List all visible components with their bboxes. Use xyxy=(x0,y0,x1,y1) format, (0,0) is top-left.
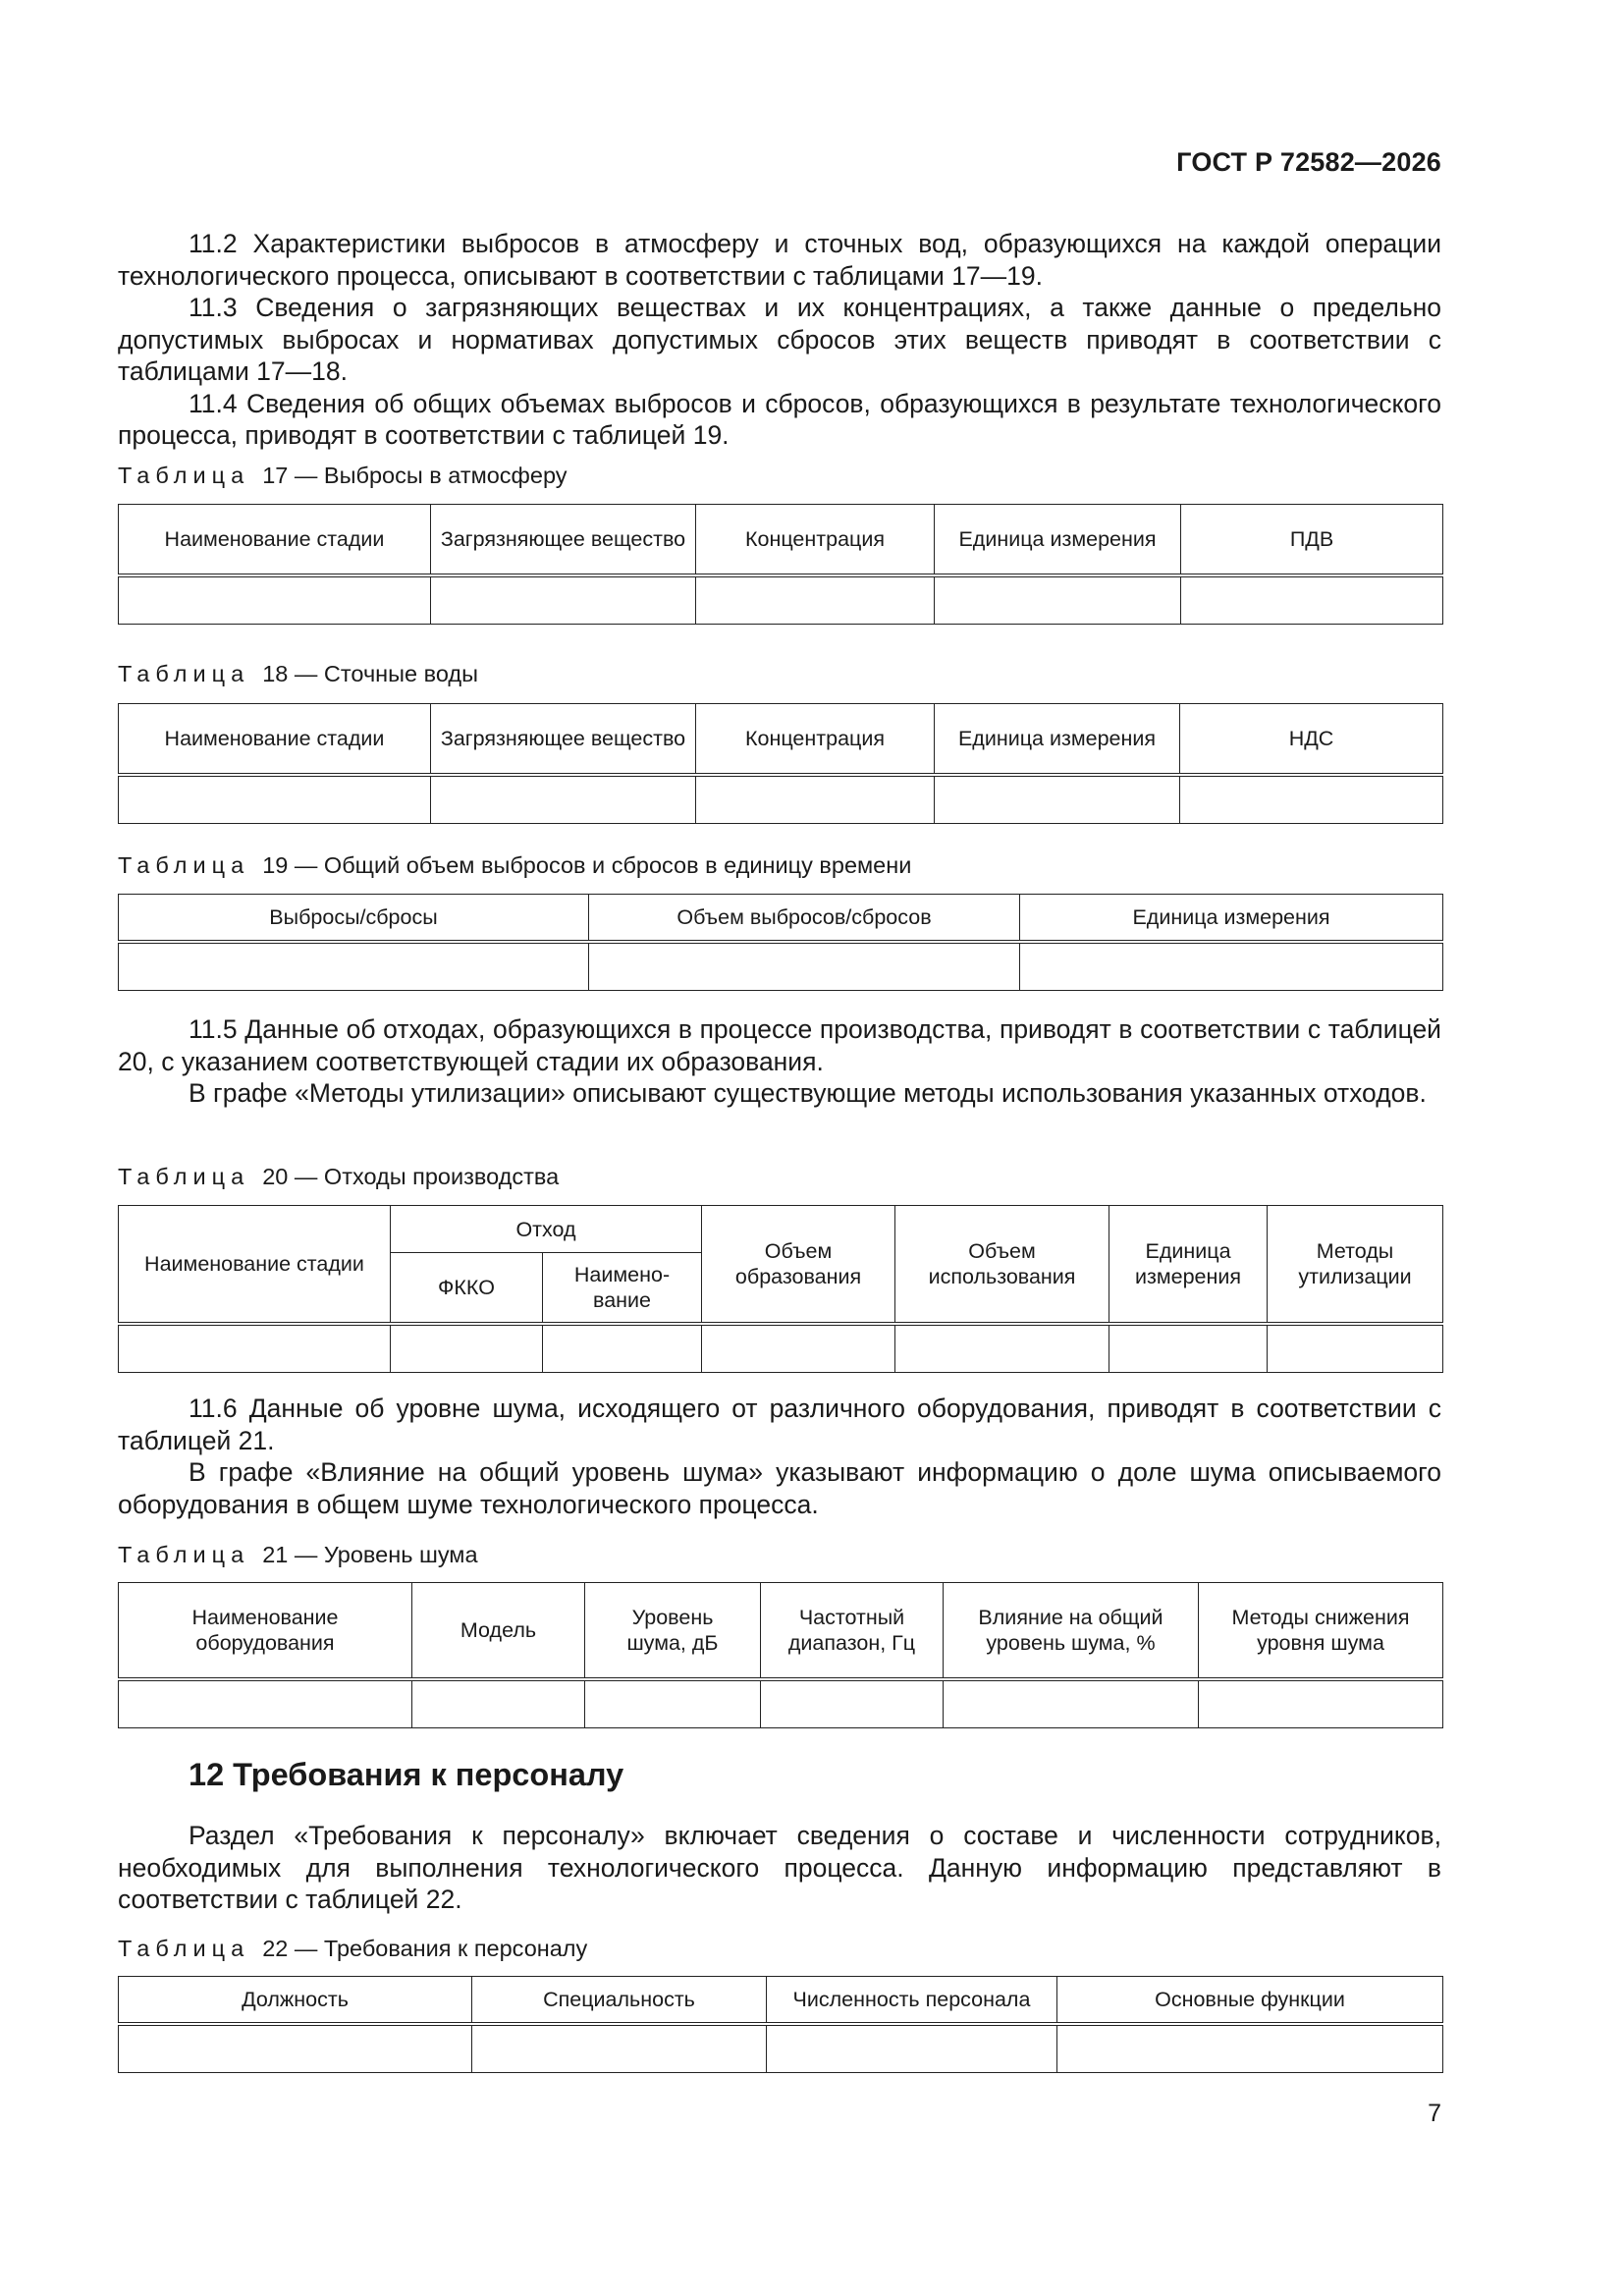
table-header-row xyxy=(119,1206,1443,1253)
header-cell: Методы снижения уровня шума xyxy=(1199,1583,1443,1679)
paragraphs-11-6 xyxy=(118,1393,1441,1520)
table-cell xyxy=(119,775,431,824)
header-cell: Загрязняющее вещество xyxy=(431,505,696,575)
table-cell xyxy=(696,775,935,824)
table-header-row xyxy=(119,1977,1443,2024)
table-row xyxy=(119,1679,1443,1728)
table-cell xyxy=(702,1324,895,1373)
table-cell xyxy=(696,575,935,625)
table-20-caption: Таблица 20 — Отходы производства xyxy=(118,1164,560,1189)
header-cell: Концентрация xyxy=(696,704,935,775)
table-cell xyxy=(543,1324,702,1373)
paragraphs-11-2-to-11-4 xyxy=(118,228,1441,452)
table-cell xyxy=(1109,1324,1268,1373)
header-cell: Частотный диапазон, Гц xyxy=(761,1583,944,1679)
header-cell: Уровень шума, дБ xyxy=(585,1583,761,1679)
table-cell xyxy=(412,1679,585,1728)
header-cell: Основные функции xyxy=(1057,1977,1443,2024)
table-cell xyxy=(391,1324,543,1373)
header-cell: Единица измерения xyxy=(1109,1206,1268,1324)
table-cell xyxy=(944,1679,1199,1728)
header-cell: ПДВ xyxy=(1181,505,1443,575)
table-row xyxy=(119,942,1443,991)
section-12-heading: 12 Требования к персоналу xyxy=(189,1757,624,1792)
header-cell: Наименование стадии xyxy=(119,505,431,575)
header-cell: Единица измерения xyxy=(1020,895,1443,942)
header-cell: Методы утилизации xyxy=(1268,1206,1443,1324)
header-cell: Численность персонала xyxy=(767,1977,1057,2024)
header-cell: Отход xyxy=(391,1206,702,1253)
header-cell: Специальность xyxy=(472,1977,767,2024)
header-cell: Объем образования xyxy=(702,1206,895,1324)
table-21-caption: Таблица 21 — Уровень шума xyxy=(118,1542,478,1567)
table-cell xyxy=(431,775,696,824)
table-cell xyxy=(589,942,1020,991)
header-cell: НДС xyxy=(1180,704,1443,775)
standard-code: ГОСТ Р 72582—2026 xyxy=(1176,147,1441,177)
table-cell xyxy=(895,1324,1109,1373)
paragraph-11-2: 11.2 Характеристики выбросов в атмосферу и сточных вод, образующихся на каждой операции технологического процесса, описывают в соответствии с таблицами 17—19. xyxy=(118,229,1441,291)
table-cell xyxy=(119,1679,412,1728)
table-21 xyxy=(118,1582,1443,1728)
table-18 xyxy=(118,703,1443,824)
table-cell xyxy=(1268,1324,1443,1373)
header-cell: Загрязняющее вещество xyxy=(431,704,696,775)
header-cell: Влияние на общий уровень шума, % xyxy=(944,1583,1199,1679)
table-header-row xyxy=(119,1583,1443,1679)
paragraph-11-6-influence: В графе «Влияние на общий уровень шума» указывают информацию о доле шума описываемого оборудования в общем шуме технологического процесса. xyxy=(118,1457,1441,1519)
table-18-caption: Таблица 18 — Сточные воды xyxy=(118,661,479,686)
table-cell xyxy=(761,1679,944,1728)
paragraph-12-block xyxy=(118,1820,1441,1916)
table-cell xyxy=(935,575,1181,625)
header-cell: Объем выбросов/сбросов xyxy=(589,895,1020,942)
header-cell: Должность xyxy=(119,1977,472,2024)
header-cell: ФККО xyxy=(391,1253,543,1324)
table-20 xyxy=(118,1205,1443,1373)
table-22-caption: Таблица 22 — Требования к персоналу xyxy=(118,1936,588,1961)
table-row xyxy=(119,775,1443,824)
paragraphs-11-5 xyxy=(118,1013,1441,1110)
table-19 xyxy=(118,894,1443,991)
header-cell: Объем использования xyxy=(895,1206,1109,1324)
table-cell xyxy=(119,942,589,991)
header-cell: Выбросы/сбросы xyxy=(119,895,589,942)
table-header-row xyxy=(119,505,1443,575)
table-cell xyxy=(472,2024,767,2073)
header-cell: Единица измерения xyxy=(935,704,1180,775)
table-row xyxy=(119,575,1443,625)
header-cell: Единица измерения xyxy=(935,505,1181,575)
table-cell xyxy=(1199,1679,1443,1728)
paragraph-11-5-methods: В графе «Методы утилизации» описывают существующие методы использования указанных отходов. xyxy=(189,1078,1427,1108)
table-row xyxy=(119,2024,1443,2073)
paragraph-11-4: 11.4 Сведения об общих объемах выбросов и сбросов, образующихся в результате технологического процесса, приводят в соответствии с таблицей 19. xyxy=(118,388,1441,450)
paragraph-12: Раздел «Требования к персоналу» включает сведения о составе и численности сотрудников, необходимых для выполнения технологического процесса. Данную информацию представляют в соответствии с таблицей 22. xyxy=(118,1821,1441,1914)
table-cell xyxy=(119,2024,472,2073)
header-cell: Наименование стадии xyxy=(119,1206,391,1324)
header-cell: Наименование стадии xyxy=(119,704,431,775)
header-cell: Наимено- вание xyxy=(543,1253,702,1324)
table-cell xyxy=(1020,942,1443,991)
table-19-caption: Таблица 19 — Общий объем выбросов и сбросов в единицу времени xyxy=(118,852,912,878)
header-cell: Модель xyxy=(412,1583,585,1679)
paragraph-11-6: 11.6 Данные об уровне шума, исходящего от различного оборудования, приводят в соответствии с таблицей 21. xyxy=(118,1394,1441,1455)
paragraph-11-5: 11.5 Данные об отходах, образующихся в процессе производства, приводят в соответствии с таблицей 20, с указанием соответствующей стадии их образования. xyxy=(118,1014,1441,1076)
header-cell: Концентрация xyxy=(696,505,935,575)
table-header-row xyxy=(119,895,1443,942)
table-header-row xyxy=(119,704,1443,775)
table-cell xyxy=(119,575,431,625)
table-cell xyxy=(585,1679,761,1728)
table-cell xyxy=(119,1324,391,1373)
table-cell xyxy=(935,775,1180,824)
table-cell xyxy=(767,2024,1057,2073)
table-22 xyxy=(118,1976,1443,2073)
table-cell xyxy=(1180,775,1443,824)
header-cell: Наименование оборудования xyxy=(119,1583,412,1679)
table-17 xyxy=(118,504,1443,625)
table-row xyxy=(119,1324,1443,1373)
table-17-caption: Таблица 17 — Выбросы в атмосферу xyxy=(118,463,568,488)
table-cell xyxy=(1181,575,1443,625)
table-cell xyxy=(1057,2024,1443,2073)
table-cell xyxy=(431,575,696,625)
paragraph-11-3: 11.3 Сведения о загрязняющих веществах и их концентрациях, а также данные о предельно допустимых выбросах и нормативах допустимых сбросов этих веществ приводят в соответствии с таблицами 17—18. xyxy=(118,293,1441,386)
page-number: 7 xyxy=(1428,2100,1441,2127)
